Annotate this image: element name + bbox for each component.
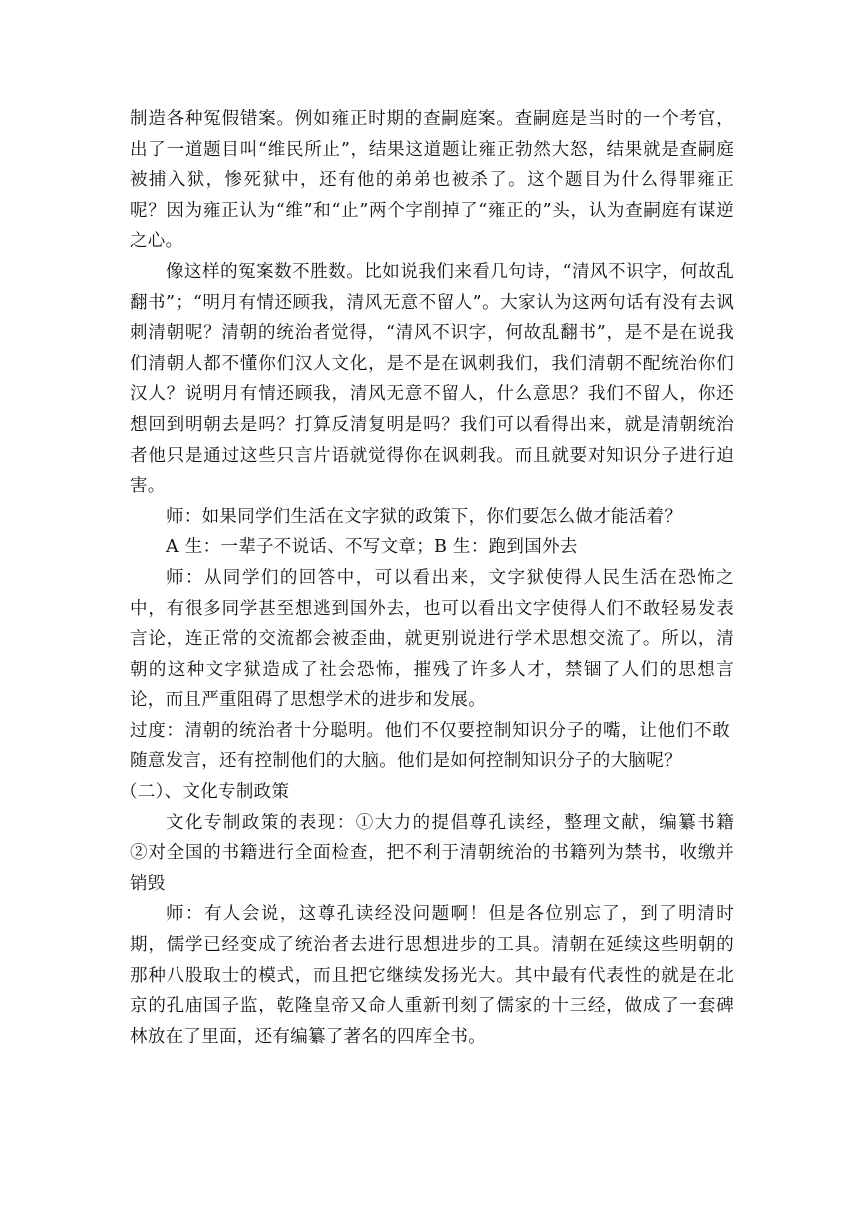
paragraph-case-zha-siting: 制造各种冤假错案。例如雍正时期的查嗣庭案。查嗣庭是当时的一个考官，出了一道题目叫“维民所止”，结果这道题让雍正勃然大怒，结果就是查嗣庭被捕入狱，惨死狱中，还有他的弟弟也被杀了。这个题目为什么得罪雍正呢？因为雍正认为“维”和“止”两个字削掉了“雍正的”头，认为查嗣庭有谋逆之心。	[130, 109, 734, 252]
paragraph-transition: 过度：清朝的统治者十分聪明。他们不仅要控制知识分子的嘴，让他们不敢随意发言，还有控制他们的大脑。他们是如何控制知识分子的大脑呢？	[130, 720, 730, 772]
paragraph-teacher-summary: 师：从同学们的回答中，可以看出来，文字狱使得人民生活在恐怖之中，有很多同学甚至想逃到国外去，也可以看出文字使得人们不敢轻易发表言论，连正常的交流都会被歪曲，就更别说进行学术思想交流了。所以，清朝的这种文字狱造成了社会恐怖，摧残了许多人才，禁锢了人们的思想言论，而且严重阻碍了思想学术的进步和发展。	[130, 567, 734, 711]
paragraph-policy-points: 文化专制政策的表现：①大力的提倡尊孔读经，整理文献，编纂书籍 ②对全国的书籍进行全面检查，把不利于清朝统治的书籍列为禁书，收缴并销毁	[130, 812, 752, 894]
section-heading: （二）、文化专制政策	[120, 782, 290, 803]
paragraph-student-answers: A 生：一辈子不说话、不写文章；B 生：跑到国外去	[166, 537, 578, 558]
paragraph-confucian-classics: 师：有人会说，这尊孔读经没问题啊！但是各位别忘了，到了明清时期，儒学已经变成了统治者去进行思想进步的工具。清朝在延续这些明朝的那种八股取士的模式，而且把它继续发扬光大。其中最有代表性的就是在北京的孔庙国子监，乾隆皇帝又命人重新刊刻了儒家的十三经，做成了一套碑林放在了里面，还有编纂了著名的四库全书。	[130, 904, 734, 1047]
document-body	[120, 104, 752, 1052]
paragraph-teacher-question: 师：如果同学们生活在文字狱的政策下，你们要怎么做才能活着？	[166, 506, 683, 527]
paragraph-poetry-examples: 像这样的冤案数不胜数。比如说我们来看几句诗，“清风不识字，何故乱翻书”；“明月有情还顾我，清风无意不留人”。大家认为这两句话有没有去讽刺清朝呢？清朝的统治者觉得，“清风不识字，何故乱翻书”，是不是在说我们清朝人都不懂你们汉人文化，是不是在讽刺我们，我们清朝不配统治你们汉人？说明月有情还顾我，清风无意不留人，什么意思？我们不留人，你还想回到明朝去是吗？打算反清复明是吗？我们可以看得出来，就是清朝统治者他只是通过这些只言片语就觉得你在讽刺我。而且就要对知识分子进行迫害。	[130, 261, 734, 497]
